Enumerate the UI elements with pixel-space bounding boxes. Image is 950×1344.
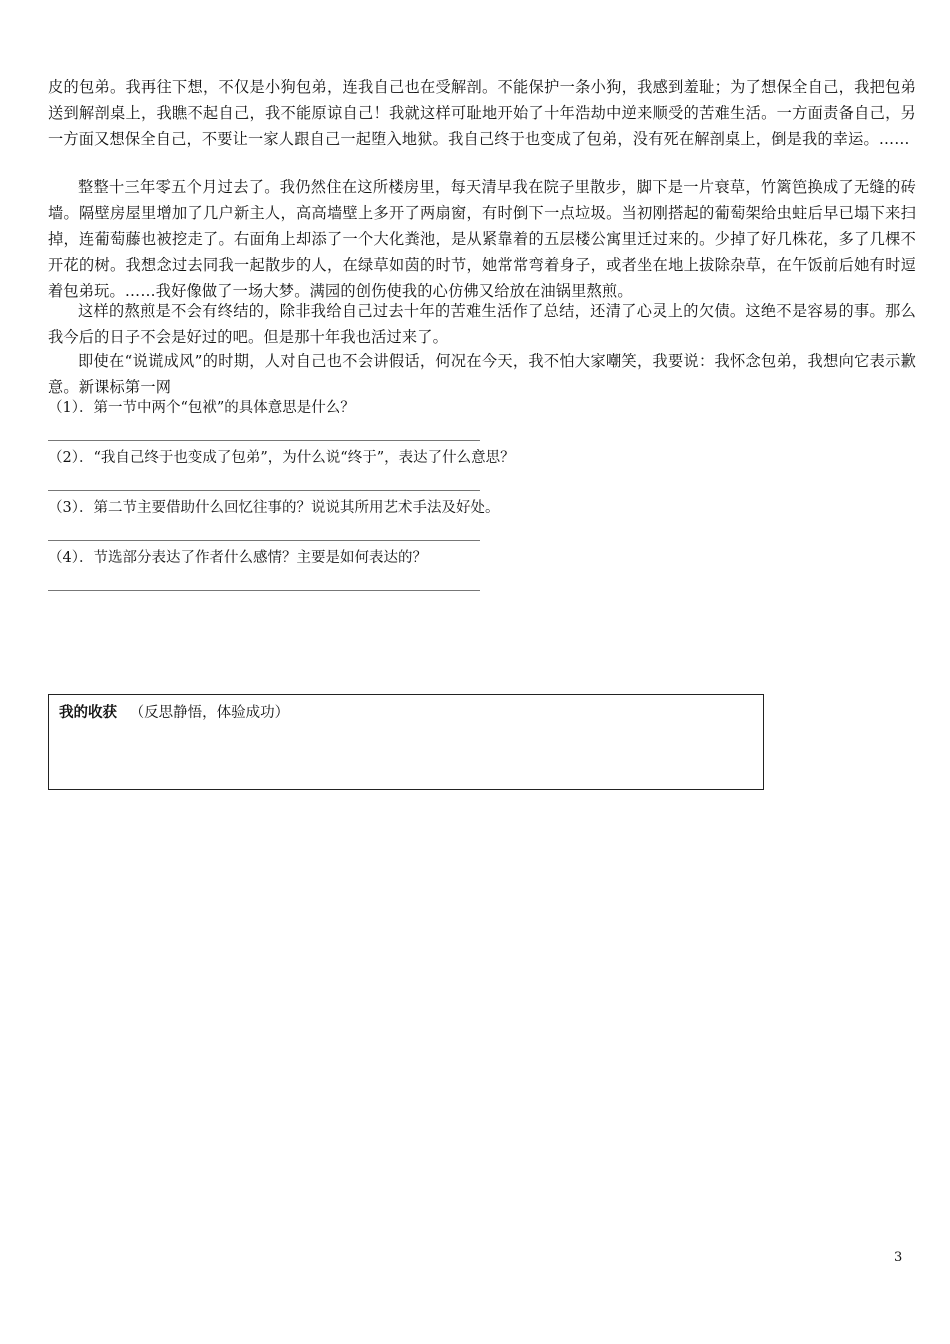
passage-paragraph-2: 整整十三年零五个月过去了。我仍然住在这所楼房里，每天清早我在院子里散步，脚下是一片衰草，竹篱笆换成了无缝的砖墙。隔壁房屋里增加了几户新主人，高高墙壁上多开了两扇窗，有时倒下一点垃圾。当初刚搭起的葡萄架给虫蛀后早已塌下来扫掉，连葡萄藤也被挖走了。右面角上却添了一个大化粪池，是从紧靠着的五层楼公寓里迁过来的。少掉了好几株花，多了几棵不开花的树。我想念过去同我一起散步的人，在绿草如茵的时节，她常常弯着身子，或者坐在地上拔除杂草，在午饭前后她有时逗着包弟玩。……我好像做了一场大梦。满园的创伤使我的心仿佛又给放在油锅里熬煎。 — [48, 178, 916, 300]
page-number: 3 — [894, 1250, 903, 1265]
answer-line-2[interactable] — [48, 490, 480, 491]
question-3: （3）．第二节主要借助什么回忆往事的？说说其所用艺术手法及好处。 — [48, 500, 500, 516]
question-2: （2）．“我自己终于也变成了包弟”，为什么说“终于”，表达了什么意思？ — [48, 450, 515, 466]
answer-line-3[interactable] — [48, 540, 480, 541]
answer-line-4[interactable] — [48, 590, 480, 591]
passage-paragraph-4: 即使在“说谎成风”的时期，人对自己也不会讲假话，何况在今天，我不怕大家嘲笑，我要说：我怀念包弟，我想向它表示歉意。新课标第一网 — [48, 352, 916, 396]
harvest-box-heading — [59, 701, 289, 722]
passage-paragraph-1: 皮的包弟。我再往下想，不仅是小狗包弟，连我自己也在受解剖。不能保护一条小狗，我感到羞耻；为了想保全自己，我把包弟送到解剖桌上，我瞧不起自己，我不能原谅自己！我就这样可耻地开始了十年浩劫中逆来顺受的苦难生活。一方面责备自己，另一方面又想保全自己，不要让一家人跟自己一起堕入地狱。我自己终于也变成了包弟，没有死在解剖桌上，倒是我的幸运。…… — [48, 78, 916, 148]
question-4: （4）．节选部分表达了作者什么感情？主要是如何表达的？ — [48, 550, 427, 566]
answer-line-1[interactable] — [48, 440, 480, 441]
harvest-subtitle: （反思静悟，体验成功） — [129, 705, 290, 721]
harvest-title: 我的收获 — [59, 704, 117, 721]
harvest-box[interactable] — [48, 694, 764, 790]
question-1: （1）．第一节中两个“包袱”的具体意思是什么？ — [48, 400, 355, 416]
passage-paragraph-3: 这样的熬煎是不会有终结的，除非我给自己过去十年的苦难生活作了总结，还清了心灵上的欠债。这绝不是容易的事。那么我今后的日子不会是好过的吧。但是那十年我也活过来了。 — [48, 302, 916, 346]
